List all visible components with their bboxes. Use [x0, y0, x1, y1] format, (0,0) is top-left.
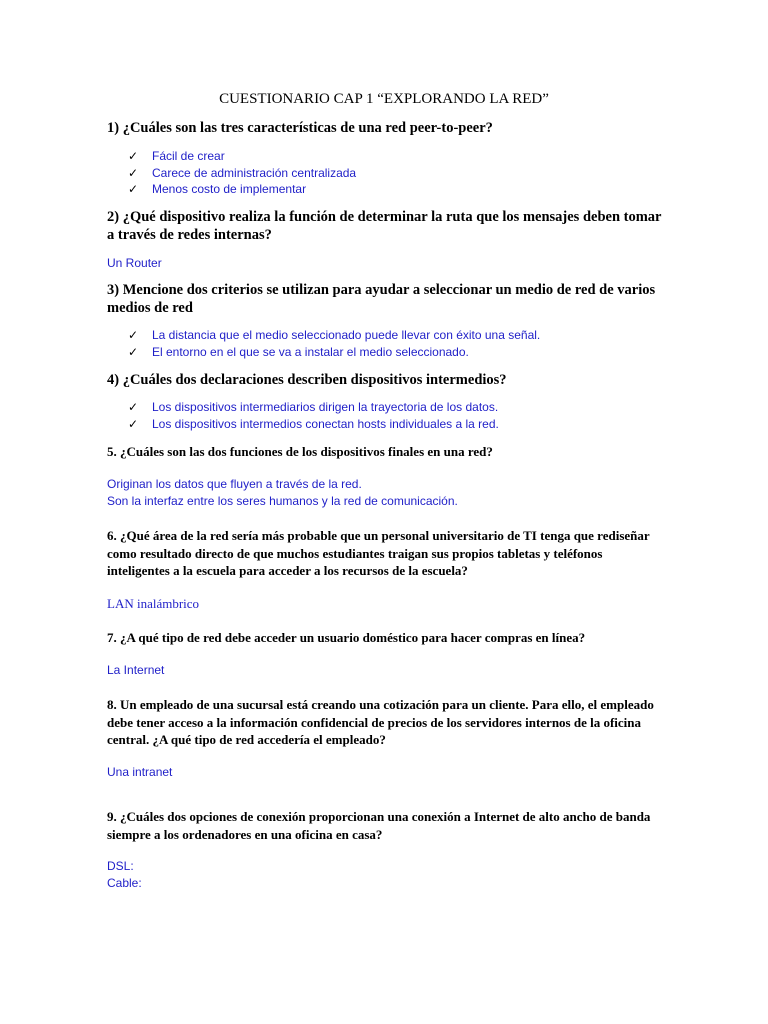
answer-9-1: DSL:: [107, 859, 134, 873]
checkmark-icon: ✓: [128, 400, 139, 414]
answer-item: [128, 148, 356, 165]
checkmark-icon: ✓: [128, 416, 139, 431]
answer-text: Fácil de crear: [152, 149, 225, 163]
answer-item: [128, 399, 499, 416]
answer-5-2: Son la interfaz entre los seres humanos y la red de comunicación.: [107, 494, 458, 508]
answer-text: El entorno en el que se va a instalar el medio seleccionado.: [152, 344, 469, 359]
question-2: 2) ¿Qué dispositivo realiza la función de determinar la ruta que los mensajes deben tomar a través de redes internas?: [107, 209, 662, 243]
checkmark-icon: ✓: [128, 182, 139, 196]
answer-text: La distancia que el medio seleccionado puede llevar con éxito una señal.: [152, 328, 541, 342]
checkmark-icon: ✓: [128, 328, 139, 342]
question-7: 7. ¿A qué tipo de red debe acceder un usuario doméstico para hacer compras en línea?: [107, 630, 586, 645]
answer-item: [128, 344, 540, 361]
answer-item: [128, 327, 540, 344]
question-6: 6. ¿Qué área de la red sería más probable que un personal universitario de TI tenga que rediseñar como resultado directo de que muchos estudiantes traigan sus propios tabletas y teléfonos inteligentes a la escuela para acceder a los recursos de la escuela?: [107, 528, 650, 578]
checkmark-icon: ✓: [128, 149, 139, 163]
question-1: 1) ¿Cuáles son las tres características de una red peer-to-peer?: [107, 120, 493, 136]
answer-5-1: Originan los datos que fluyen a través de la red.: [107, 477, 362, 491]
answer-text: Menos costo de implementar: [152, 182, 307, 196]
question-3: 3) Mencione dos criterios se utilizan para ayudar a seleccionar un medio de red de varios medios de red: [107, 282, 656, 316]
answer-8: Una intranet: [107, 765, 173, 779]
answer-9-2: Cable:: [107, 876, 142, 890]
answer-list-3: [128, 327, 540, 360]
question-5: 5. ¿Cuáles son las dos funciones de los dispositivos finales en una red?: [107, 444, 493, 459]
answer-7: La Internet: [107, 663, 165, 677]
answer-text: Los dispositivos intermediarios dirigen la trayectoria de los datos.: [152, 400, 499, 414]
answer-item: [128, 165, 356, 182]
checkmark-icon: ✓: [128, 165, 139, 180]
checkmark-icon: ✓: [128, 344, 139, 359]
answer-item: [128, 181, 356, 198]
answer-item: [128, 416, 499, 433]
answer-6: LAN inalámbrico: [107, 596, 200, 611]
page-title: CUESTIONARIO CAP 1 “EXPLORANDO LA RED”: [219, 91, 549, 107]
answer-text: Los dispositivos intermedios conectan hosts individuales a la red.: [152, 416, 499, 431]
question-8: 8. Un empleado de una sucursal está creando una cotización para un cliente. Para ello, el empleado debe tener acceso a la información confidencial de precios de los servidores internos de la oficina central. ¿A qué tipo de red accedería el empleado?: [107, 697, 654, 747]
answer-text: Carece de administración centralizada: [152, 165, 357, 180]
question-4: 4) ¿Cuáles dos declaraciones describen dispositivos intermedios?: [107, 372, 507, 388]
answer-list-1: [128, 148, 356, 198]
answer-2: Un Router: [107, 256, 162, 270]
question-9: 9. ¿Cuáles dos opciones de conexión proporcionan una conexión a Internet de alto ancho de banda siempre a los ordenadores en una oficina en casa?: [107, 809, 651, 842]
answer-list-4: [128, 399, 499, 432]
